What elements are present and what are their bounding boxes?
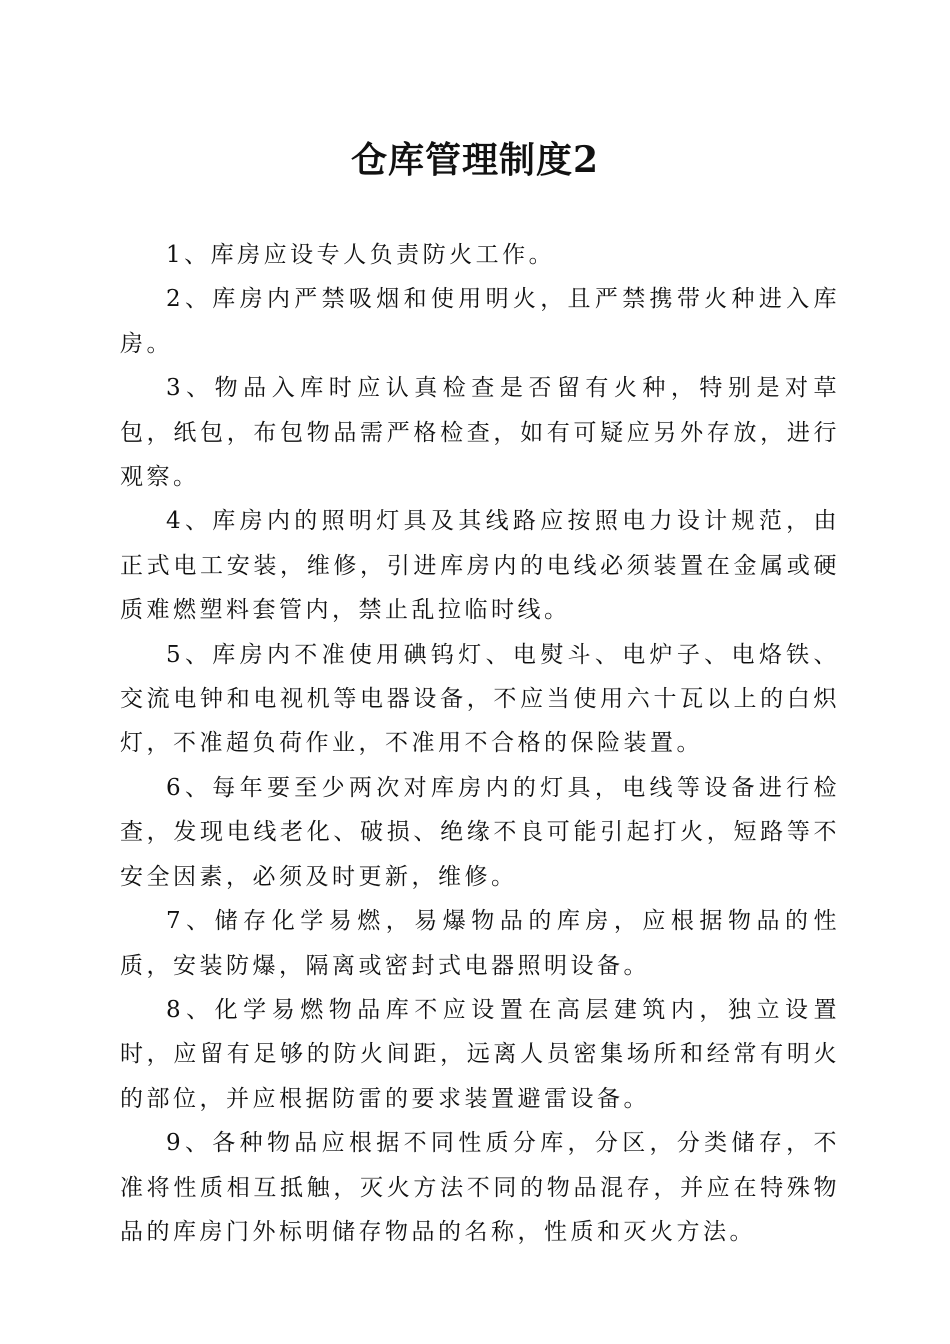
paragraph-4: 4、库房内的照明灯具及其线路应按照电力设计规范，由正式电工安装，维修，引进库房内的电线必须装置在金属或硬质难燃塑料套管内，禁止乱拉临时线。 [120,508,840,624]
paragraph-3: 3、物品入库时应认真检查是否留有火种，特别是对草包，纸包，布包物品需严格检查，如有可疑应另外存放，进行观察。 [120,375,840,491]
paragraph-1: 1、库房应设专人负责防火工作。 [166,242,556,268]
paragraph-5: 5、库房内不准使用碘钨灯、电熨斗、电炉子、电烙铁、交流电钟和电视机等电器设备，不应当使用六十瓦以上的白炽灯，不准超负荷作业，不准用不合格的保险装置。 [120,641,840,757]
document-body [120,233,840,1254]
paragraph-8: 8、化学易燃物品库不应设置在高层建筑内，独立设置时，应留有足够的防火间距，远离人员密集场所和经常有明火的部位，并应根据防雷的要求装置避雷设备。 [120,996,840,1112]
paragraph-9: 9、各种物品应根据不同性质分库，分区，分类储存，不准将性质相互抵触，灭火方法不同的物品混存，并应在特殊物品的库房门外标明储存物品的名称，性质和灭火方法。 [120,1130,840,1245]
paragraph-6: 6、每年要至少两次对库房内的灯具，电线等设备进行检查，发现电线老化、破损、绝缘不良可能引起打火，短路等不安全因素，必须及时更新，维修。 [120,774,840,890]
paragraph-7: 7、储存化学易燃，易爆物品的库房，应根据物品的性质，安装防爆，隔离或密封式电器照明设备。 [120,908,840,979]
page-title: 仓库管理制度2 [350,139,600,181]
paragraph-2: 2、库房内严禁吸烟和使用明火，且严禁携带火种进入库房。 [120,286,840,357]
